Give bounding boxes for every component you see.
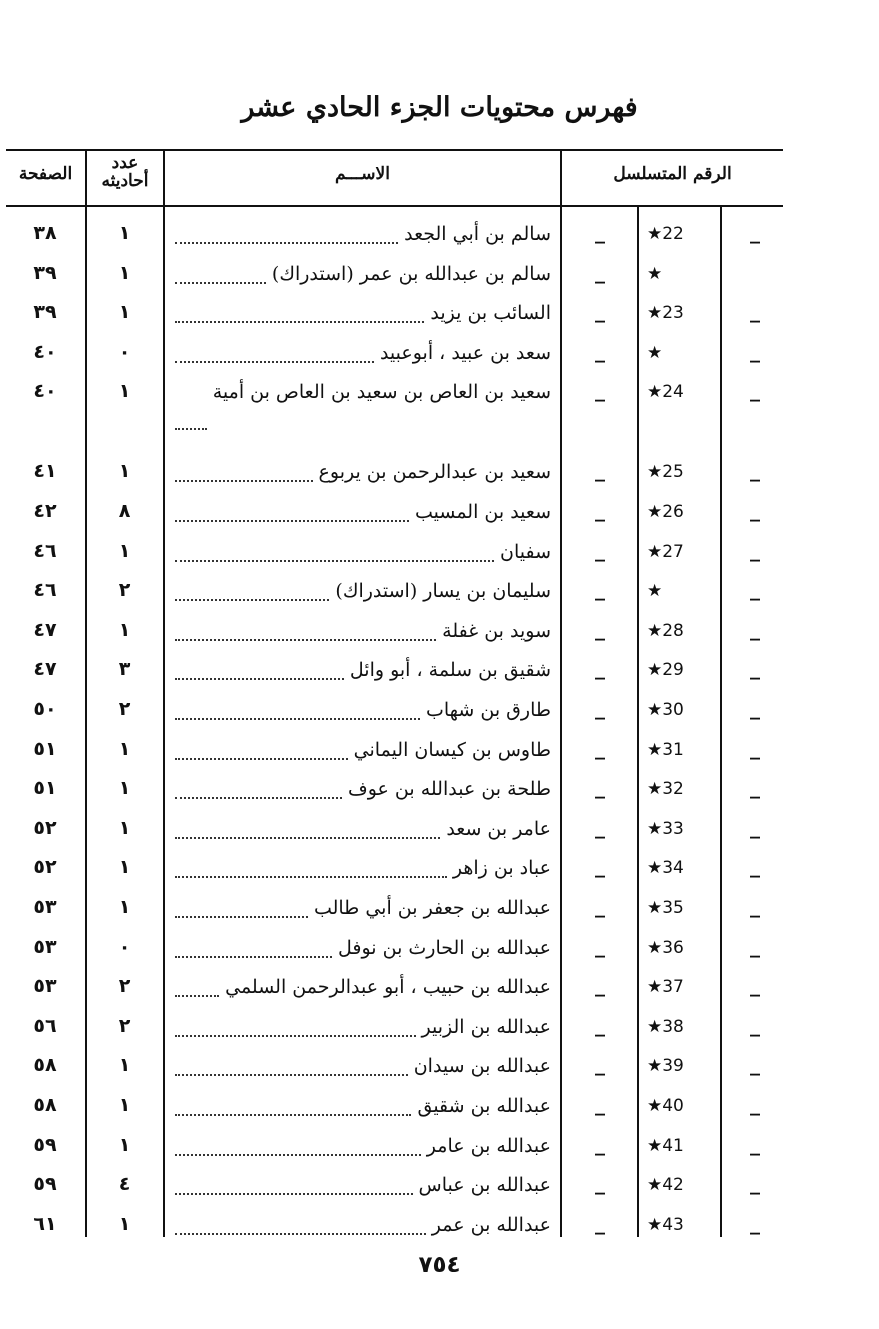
dash-right: _ [750, 854, 760, 879]
dot-leader [175, 1021, 416, 1037]
dot-leader [175, 466, 313, 482]
serial-cell: ★39 [647, 1056, 684, 1077]
dot-leader [175, 744, 348, 760]
table-top-rule [6, 149, 783, 151]
dash-right: _ [750, 1012, 760, 1037]
dot-leader [175, 664, 344, 680]
dash-right: _ [750, 973, 760, 998]
name-cell: طلحة بن عبدالله بن عوف [348, 778, 551, 801]
serial-cell: ★ [647, 581, 663, 602]
serial-cell: ★31 [647, 739, 684, 760]
page-cell: ٥٦ [33, 1014, 57, 1037]
page-cell: ٤٧ [33, 618, 57, 641]
name-cell: سالم بن عبدالله بن عمر (استدراك) [271, 262, 551, 285]
serial-cell: ★27 [647, 541, 684, 562]
column-divider-name [560, 149, 562, 1237]
name-cell: سعد بن عبيد ، أبوعبيد [379, 341, 551, 364]
dash-mid: _ [595, 973, 605, 998]
dot-leader [175, 1060, 408, 1076]
dash-right: _ [750, 933, 760, 958]
count-cell: ١ [118, 1133, 131, 1156]
dash-mid: _ [595, 735, 605, 760]
name-cell: عبدالله بن سيدان [413, 1055, 551, 1078]
name-cell: عبدالله بن الزبير [421, 1015, 551, 1038]
count-cell: ٠ [118, 935, 131, 958]
dash-mid: _ [595, 933, 605, 958]
serial-cell: ★41 [647, 1135, 684, 1156]
dot-leader [175, 506, 409, 522]
count-cell: ١ [118, 777, 131, 800]
serial-cell: ★22 [647, 224, 684, 244]
dash-mid: _ [595, 1092, 605, 1116]
column-divider-serial-left [637, 205, 639, 1237]
page-cell: ٥٠ [33, 698, 57, 720]
name-cell: عباد بن زاهر [452, 857, 551, 880]
dash-right: _ [750, 894, 760, 918]
dot-leader [175, 862, 447, 878]
page-cell: ٤٧ [33, 658, 57, 681]
page-cell: ٥٣ [33, 935, 57, 958]
count-cell: ٨ [118, 500, 131, 522]
page-cell: ٤٠ [33, 380, 57, 403]
serial-cell: ★29 [647, 660, 684, 681]
serial-cell: ★40 [647, 1096, 684, 1116]
name-cell: عبدالله بن عامر [426, 1134, 551, 1157]
page-cell: ٤٦ [33, 579, 57, 602]
name-cell: عبدالله بن حبيب ، أبو عبدالرحمن السلمي [225, 976, 551, 999]
count-cell: ٢ [118, 1014, 131, 1037]
dot-leader [175, 1140, 421, 1156]
serial-cell: ★37 [647, 977, 684, 998]
dot-leader [175, 546, 494, 562]
count-cell: ١ [118, 460, 131, 483]
page-cell: ٥٨ [33, 1054, 57, 1077]
dash-right: _ [750, 696, 760, 720]
count-cell: ٠ [118, 340, 131, 363]
serial-cell: ★38 [647, 1016, 684, 1037]
dash-mid: _ [595, 1131, 605, 1156]
dash-right: _ [750, 775, 760, 800]
serial-cell: ★42 [647, 1175, 684, 1196]
page-cell: ٥٢ [33, 856, 57, 879]
page-cell: ٣٩ [33, 301, 57, 324]
count-cell: ٢ [118, 975, 131, 998]
dot-leader [175, 228, 398, 244]
dash-mid: _ [595, 894, 605, 918]
dash-right: _ [750, 1210, 760, 1235]
serial-cell: ★28 [647, 620, 684, 641]
page-cell: ٥٣ [33, 975, 57, 998]
dot-leader [175, 347, 374, 363]
count-cell: ١ [118, 380, 131, 403]
dash-mid: _ [595, 537, 605, 562]
dash-right: _ [750, 577, 760, 602]
dot-leader [175, 981, 219, 997]
count-cell: ١ [118, 539, 131, 562]
serial-cell: ★36 [647, 937, 684, 958]
dot-leader [175, 1179, 413, 1195]
page-cell: ٥٣ [33, 896, 57, 918]
count-cell: ١ [118, 261, 131, 284]
count-cell: ١ [118, 301, 131, 324]
name-cell: سفيان [499, 540, 551, 563]
dash-right: _ [750, 498, 760, 522]
dash-mid: _ [595, 616, 605, 641]
serial-cell: ★34 [647, 858, 684, 879]
dash-right: _ [750, 1131, 760, 1156]
dash-mid: _ [595, 458, 605, 483]
page-cell: ٤١ [33, 460, 57, 483]
column-divider-count [163, 149, 165, 1237]
dash-right: _ [750, 656, 760, 681]
dash-right: _ [750, 814, 760, 839]
dot-leader [175, 625, 436, 641]
count-cell: ١ [118, 816, 131, 839]
count-cell: ١ [118, 1094, 131, 1116]
header-name: الاســـم [335, 164, 390, 184]
count-cell: ١ [118, 1212, 131, 1235]
dash-mid: _ [595, 1052, 605, 1077]
header-bottom-rule [6, 205, 783, 207]
serial-cell: ★26 [647, 502, 684, 522]
name-cell: طارق بن شهاب [425, 699, 551, 721]
serial-cell: ★ [647, 342, 663, 363]
dash-mid: _ [595, 656, 605, 681]
dash-right: _ [750, 1171, 760, 1196]
dash-right: _ [750, 378, 760, 403]
name-cell: طاوس بن كيسان اليماني [353, 738, 551, 761]
dot-leader [175, 414, 207, 430]
page-cell: ٣٩ [33, 261, 57, 284]
dash-mid: _ [595, 259, 605, 284]
page-cell: ٦١ [33, 1212, 57, 1235]
count-cell: ١ [118, 618, 131, 641]
serial-cell: ★30 [647, 700, 684, 720]
serial-cell: ★33 [647, 818, 684, 839]
dash-mid: _ [595, 814, 605, 839]
count-cell: ١ [118, 896, 131, 918]
page-number: ٧٥٤ [418, 1252, 461, 1278]
dash-right: _ [750, 1092, 760, 1116]
page-cell: ٣٨ [33, 222, 57, 244]
dash-mid: _ [595, 1210, 605, 1235]
page-cell: ٥٢ [33, 816, 57, 839]
name-cell: سعيد بن العاص بن سعيد بن العاص بن أمية [212, 381, 551, 404]
page-cell: ٥٨ [33, 1094, 57, 1116]
dot-leader [175, 1100, 411, 1116]
page-cell: ٤٦ [33, 539, 57, 562]
name-cell: عبدالله بن الحارث بن نوفل [337, 936, 551, 959]
page-cell: ٤٠ [33, 340, 57, 363]
serial-cell: ★ [647, 263, 663, 284]
count-cell: ١ [118, 222, 131, 244]
dash-right: _ [750, 616, 760, 641]
header-count: عدد أحاديثه [101, 153, 149, 191]
serial-cell: ★24 [647, 382, 684, 403]
count-cell: ١ [118, 856, 131, 879]
name-cell: عبدالله بن جعفر بن أبي طالب [313, 897, 551, 919]
dash-mid: _ [595, 1171, 605, 1196]
column-divider-serial-right [720, 205, 722, 1237]
dash-mid: _ [595, 338, 605, 363]
name-cell: سليمان بن يسار (استدراك) [335, 580, 551, 603]
dash-right: _ [750, 338, 760, 363]
serial-cell: ★25 [647, 462, 684, 483]
dash-mid: _ [595, 854, 605, 879]
dot-leader [175, 1219, 426, 1235]
count-cell: ٢ [118, 698, 131, 720]
name-cell: عبدالله بن عمر [431, 1213, 551, 1236]
name-cell: عامر بن سعد [446, 817, 551, 840]
page-cell: ٥٩ [33, 1133, 57, 1156]
dot-leader [175, 823, 440, 839]
dash-mid: _ [595, 1012, 605, 1037]
serial-cell: ★35 [647, 898, 684, 918]
count-cell: ١ [118, 737, 131, 760]
count-cell: ٣ [118, 658, 131, 681]
page-cell: ٥١ [33, 737, 57, 760]
dash-right: _ [750, 735, 760, 760]
name-cell: سعيد بن المسيب [414, 501, 551, 523]
dot-leader [175, 902, 308, 918]
name-cell: السائب بن يزيد [430, 302, 551, 325]
dot-leader [175, 783, 342, 799]
dash-mid: _ [595, 775, 605, 800]
count-cell: ١ [118, 1054, 131, 1077]
dot-leader [175, 307, 424, 323]
name-cell: سويد بن غفلة [442, 619, 551, 642]
serial-cell: ★43 [647, 1214, 684, 1235]
name-cell: سالم بن أبي الجعد [404, 223, 551, 245]
dash-right: _ [750, 299, 760, 324]
count-cell: ٤ [118, 1173, 131, 1196]
dash-right: _ [750, 458, 760, 483]
dash-mid: _ [595, 696, 605, 720]
page-cell: ٥١ [33, 777, 57, 800]
name-cell: عبدالله بن شقيق [417, 1095, 551, 1117]
serial-cell: ★23 [647, 303, 684, 324]
dash-mid: _ [595, 577, 605, 602]
page-title: فهرس محتويات الجزء الحادي عشر [241, 92, 638, 123]
dash-right: _ [750, 220, 760, 244]
page-cell: ٥٩ [33, 1173, 57, 1196]
name-cell: عبدالله بن عباس [418, 1174, 551, 1197]
header-page: الصفحة [18, 164, 73, 184]
dash-mid: _ [595, 220, 605, 244]
dash-right: _ [750, 1052, 760, 1077]
dash-mid: _ [595, 498, 605, 522]
header-serial: الرقم المتسلسل [613, 164, 732, 184]
name-cell: سعيد بن عبدالرحمن بن يربوع [318, 461, 551, 484]
serial-cell: ★32 [647, 779, 684, 800]
count-cell: ٢ [118, 579, 131, 602]
page-cell: ٤٢ [33, 500, 57, 522]
dash-mid: _ [595, 299, 605, 324]
name-cell: شقيق بن سلمة ، أبو وائل [349, 659, 551, 682]
dot-leader [175, 268, 266, 284]
dash-mid: _ [595, 378, 605, 403]
dash-right: _ [750, 537, 760, 562]
dot-leader [175, 704, 420, 720]
dot-leader [175, 942, 332, 958]
dot-leader [175, 585, 329, 601]
